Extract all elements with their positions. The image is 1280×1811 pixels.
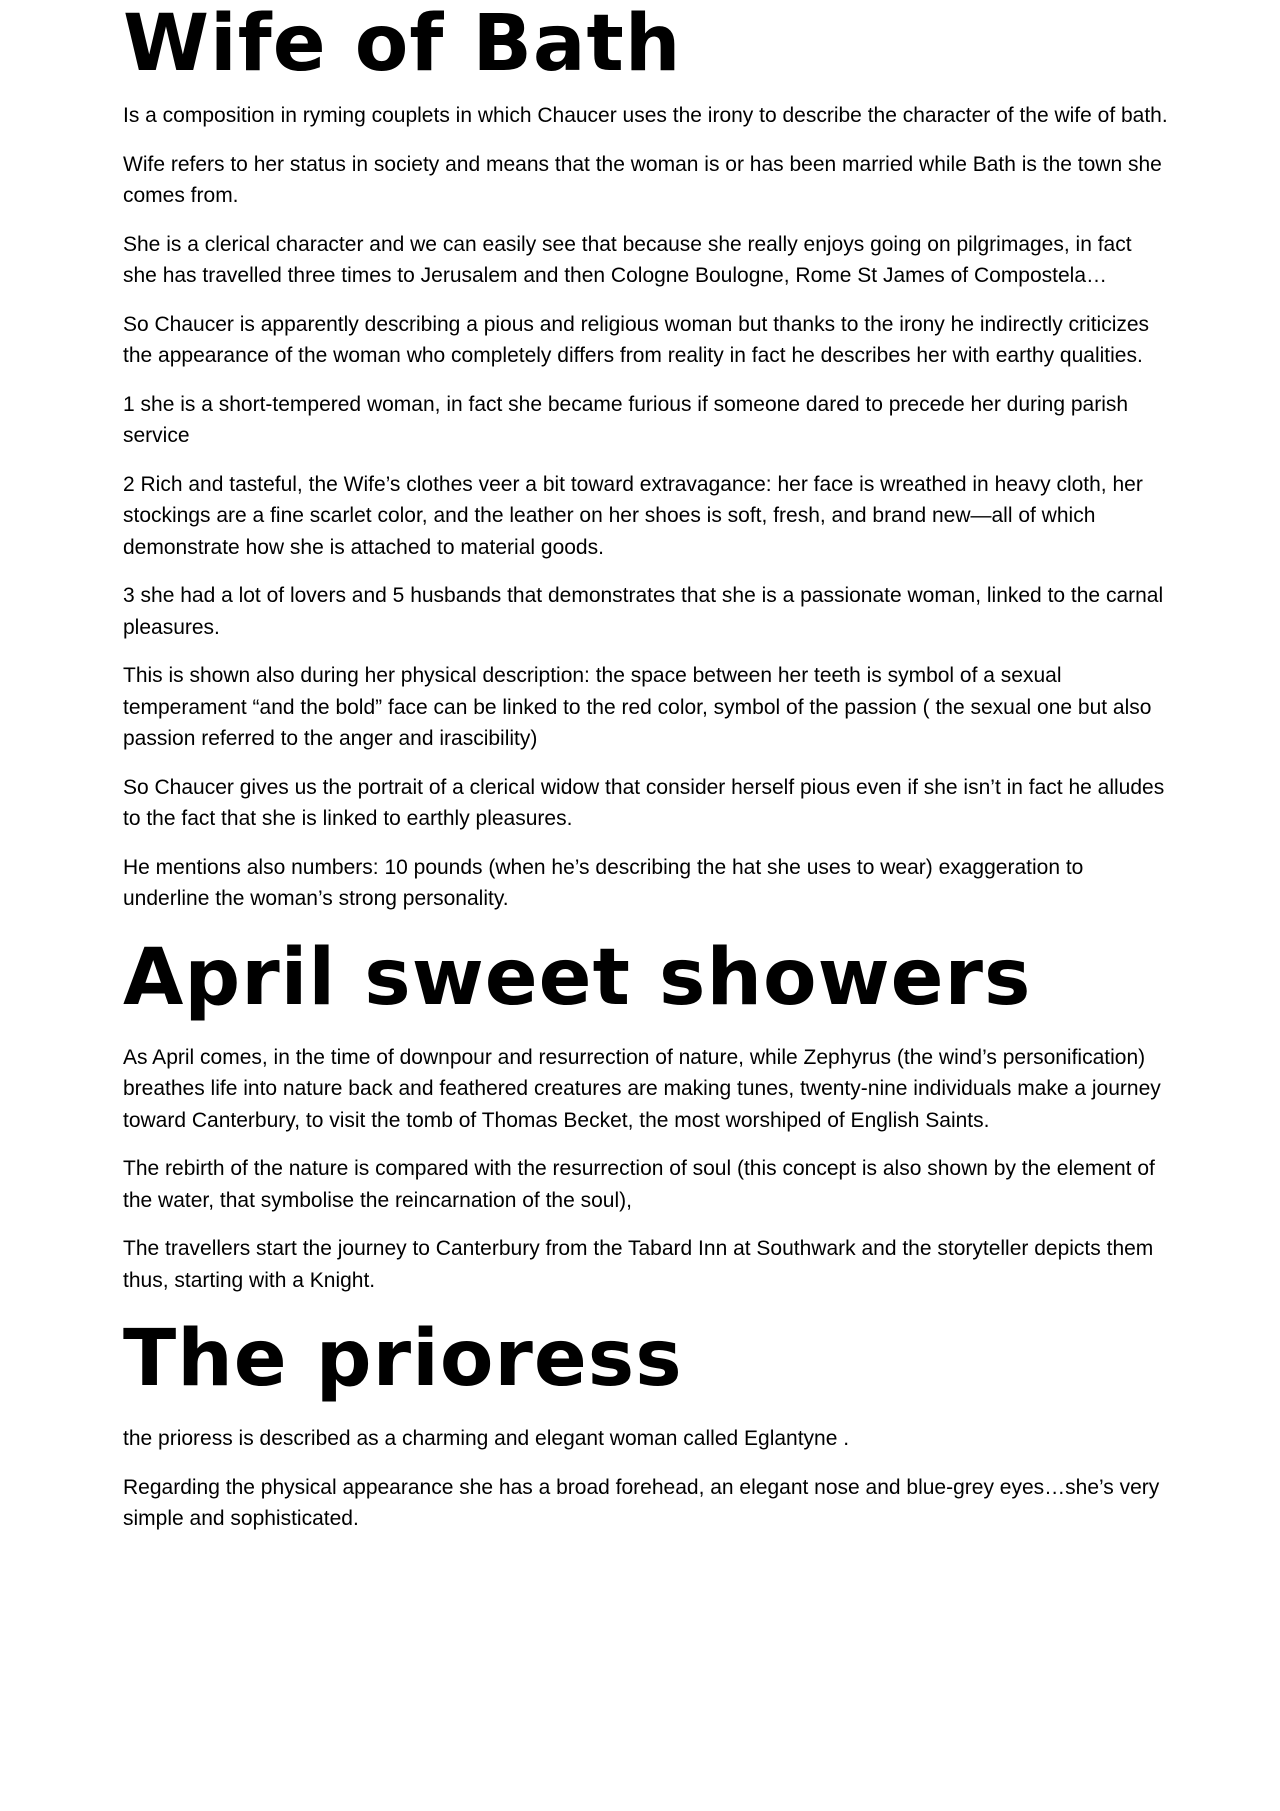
paragraph: As April comes, in the time of downpour and resurrection of nature, while Zephyrus (the wind’s personification) breathes life into nature back and feathered creatures are making tunes, twenty-nine individuals make a journey toward Canterbury, to visit the tomb of Thomas Becket, the most worshiped of English Saints. [123,1045,1161,1132]
section-april-sweet-showers [123,932,1168,1297]
paragraph: the prioress is described as a charming and elegant woman called Eglantyne . [123,1427,850,1450]
paragraph: The travellers start the journey to Canterbury from the Tabard Inn at Southwark and the storyteller depicts them thus, starting with a Knight. [123,1237,1154,1292]
section-title: April sweet showers [123,932,1032,1023]
section-the-prioress [123,1313,1168,1535]
paragraph: The rebirth of the nature is compared with the resurrection of soul (this concept is also shown by the element of the water, that symbolise the reincarnation of the soul), [123,1157,1155,1212]
paragraph: So Chaucer gives us the portrait of a clerical widow that consider herself pious even if she isn’t in fact he alludes to the fact that she is linked to earthly pleasures. [123,775,1165,830]
paragraph: Is a composition in ryming couplets in which Chaucer uses the irony to describe the character of the wife of bath. [123,104,1168,127]
document-page [123,0,1168,1552]
section-title: The prioress [123,1314,683,1404]
section-wife-of-bath [123,0,1168,915]
paragraph: Regarding the physical appearance she has a broad forehead, an elegant nose and blue-grey eyes…she’s very simple and sophisticated. [123,1475,1160,1530]
paragraph: 1 she is a short-tempered woman, in fact she became furious if someone dared to precede her during parish service [123,392,1129,447]
paragraph: 3 she had a lot of lovers and 5 husbands that demonstrates that she is a passionate woman, linked to the carnal pleasures. [123,584,1164,639]
paragraph: 2 Rich and tasteful, the Wife’s clothes veer a bit toward extravagance: her face is wreathed in heavy cloth, her stockings are a fine scarlet color, and the leather on her shoes is soft, fresh, and brand new—all of which demonstrate how she is attached to material goods. [123,472,1143,559]
paragraph: So Chaucer is apparently describing a pious and religious woman but thanks to the irony he indirectly criticizes the appearance of the woman who completely differs from reality in fact he describes her with earthy qualities. [123,312,1150,367]
paragraph: He mentions also numbers: 10 pounds (when he’s describing the hat she uses to wear) exaggeration to underline the woman’s strong personality. [123,855,1084,910]
paragraph: This is shown also during her physical description: the space between her teeth is symbol of a sexual temperament “and the bold” face can be linked to the red color, symbol of the passion ( the sexual one but also passion referred to the anger and irascibility) [123,664,1152,750]
paragraph: She is a clerical character and we can easily see that because she really enjoys going on pilgrimages, in fact she has travelled three times to Jerusalem and then Cologne Boulogne, Rome St James of Compostela… [123,232,1132,287]
section-title: Wife of Bath [123,0,682,89]
paragraph: Wife refers to her status in society and means that the woman is or has been married while Bath is the town she comes from. [123,152,1162,207]
